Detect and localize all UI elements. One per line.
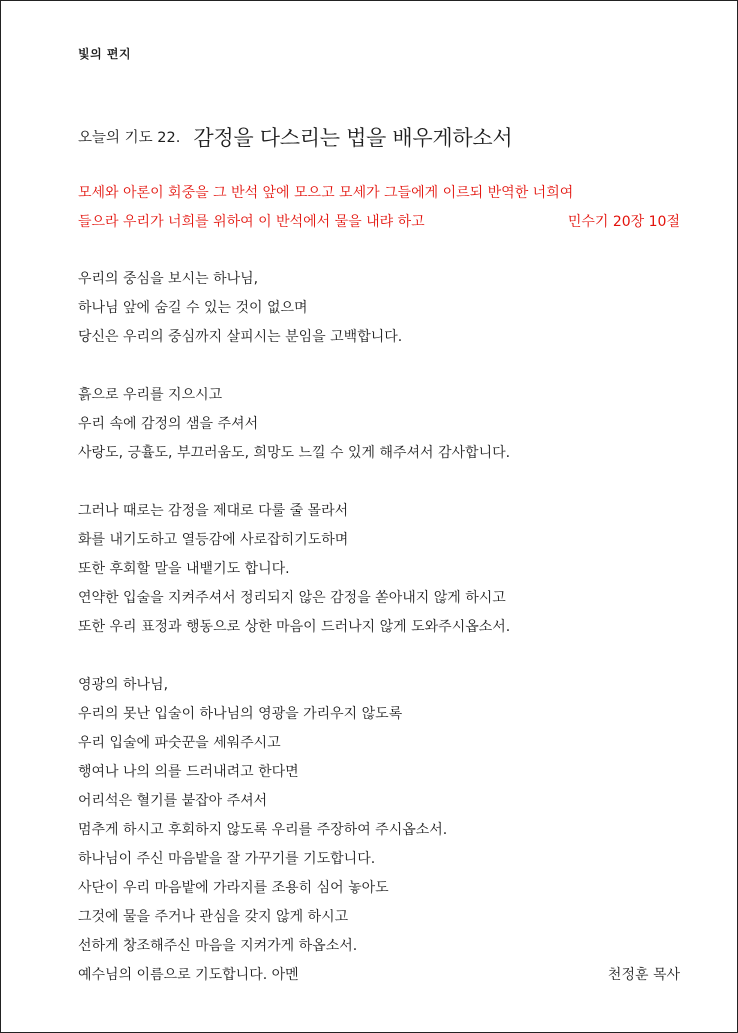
prayer-line: 하나님이 주신 마음밭을 잘 가꾸기를 기도합니다. <box>78 851 376 867</box>
title-main: 감정을 다스리는 법을 배우게하소서 <box>193 126 513 150</box>
prayer-body <box>78 265 680 990</box>
title-prefix: 오늘의 기도 22. <box>78 130 181 146</box>
prayer-line: 선하게 창조해주신 마음을 지켜가게 하옵소서. <box>78 938 358 954</box>
prayer-line: 어리석은 혈기를 붙잡아 주셔서 <box>78 793 268 809</box>
prayer-line: 그러나 때로는 감정을 제대로 다룰 줄 몰라서 <box>78 503 349 519</box>
stanza-gap <box>78 468 680 497</box>
stanza-gap <box>78 352 680 381</box>
prayer-line: 하나님 앞에 숨길 수 있는 것이 없으며 <box>78 300 308 316</box>
scripture-verse <box>78 179 680 237</box>
prayer-line: 또한 우리 표정과 행동으로 상한 마음이 드러나지 않게 도와주시옵소서. <box>78 619 511 635</box>
prayer-line: 연약한 입술을 지켜주셔서 정리되지 않은 감정을 쏟아내지 않게 하시고 <box>78 590 506 606</box>
verse-reference: 민수기 20장 10절 <box>567 214 680 230</box>
prayer-title <box>78 122 512 152</box>
prayer-line: 영광의 하나님, <box>78 677 169 693</box>
prayer-line: 당신은 우리의 중심까지 살피시는 분임을 고백합니다. <box>78 329 403 345</box>
prayer-line: 행여나 나의 의를 드러내려고 한다면 <box>78 764 299 780</box>
prayer-line: 또한 후회할 말을 내뱉기도 합니다. <box>78 561 290 577</box>
verse-line: 모세와 아론이 회중을 그 반석 앞에 모으고 모세가 그들에게 이르되 반역한 너희여 <box>78 185 574 201</box>
prayer-line: 화를 내기도하고 열등감에 사로잡히기도하며 <box>78 532 349 548</box>
closing-line <box>78 961 680 990</box>
prayer-line: 흙으로 우리를 지으시고 <box>78 387 223 403</box>
stanza-gap <box>78 642 680 671</box>
brand-title: 빛의 편지 <box>78 47 132 61</box>
prayer-line: 그것에 물을 주거나 관심을 갖지 않게 하시고 <box>78 909 349 925</box>
pastor-signature: 천정훈 목사 <box>607 967 680 983</box>
prayer-line: 우리 입술에 파숫꾼을 세워주시고 <box>78 735 281 751</box>
prayer-line: 우리 속에 감정의 샘을 주셔서 <box>78 416 259 432</box>
prayer-line: 우리의 중심을 보시는 하나님, <box>78 271 259 287</box>
prayer-line: 우리의 못난 입술이 하나님의 영광을 가리우지 않도록 <box>78 706 403 722</box>
prayer-line: 멈추게 하시고 후회하지 않도록 우리를 주장하여 주시옵소서. <box>78 822 448 838</box>
prayer-line: 사단이 우리 마음밭에 가라지를 조용히 심어 놓아도 <box>78 880 389 896</box>
verse-line: 들으라 우리가 너희를 위하여 이 반석에서 물을 내랴 하고 <box>78 214 425 230</box>
prayer-line: 사랑도, 긍휼도, 부끄러움도, 희망도 느낄 수 있게 해주셔서 감사합니다. <box>78 445 511 461</box>
closing-prayer-text: 예수님의 이름으로 기도합니다. 아멘 <box>78 967 299 983</box>
